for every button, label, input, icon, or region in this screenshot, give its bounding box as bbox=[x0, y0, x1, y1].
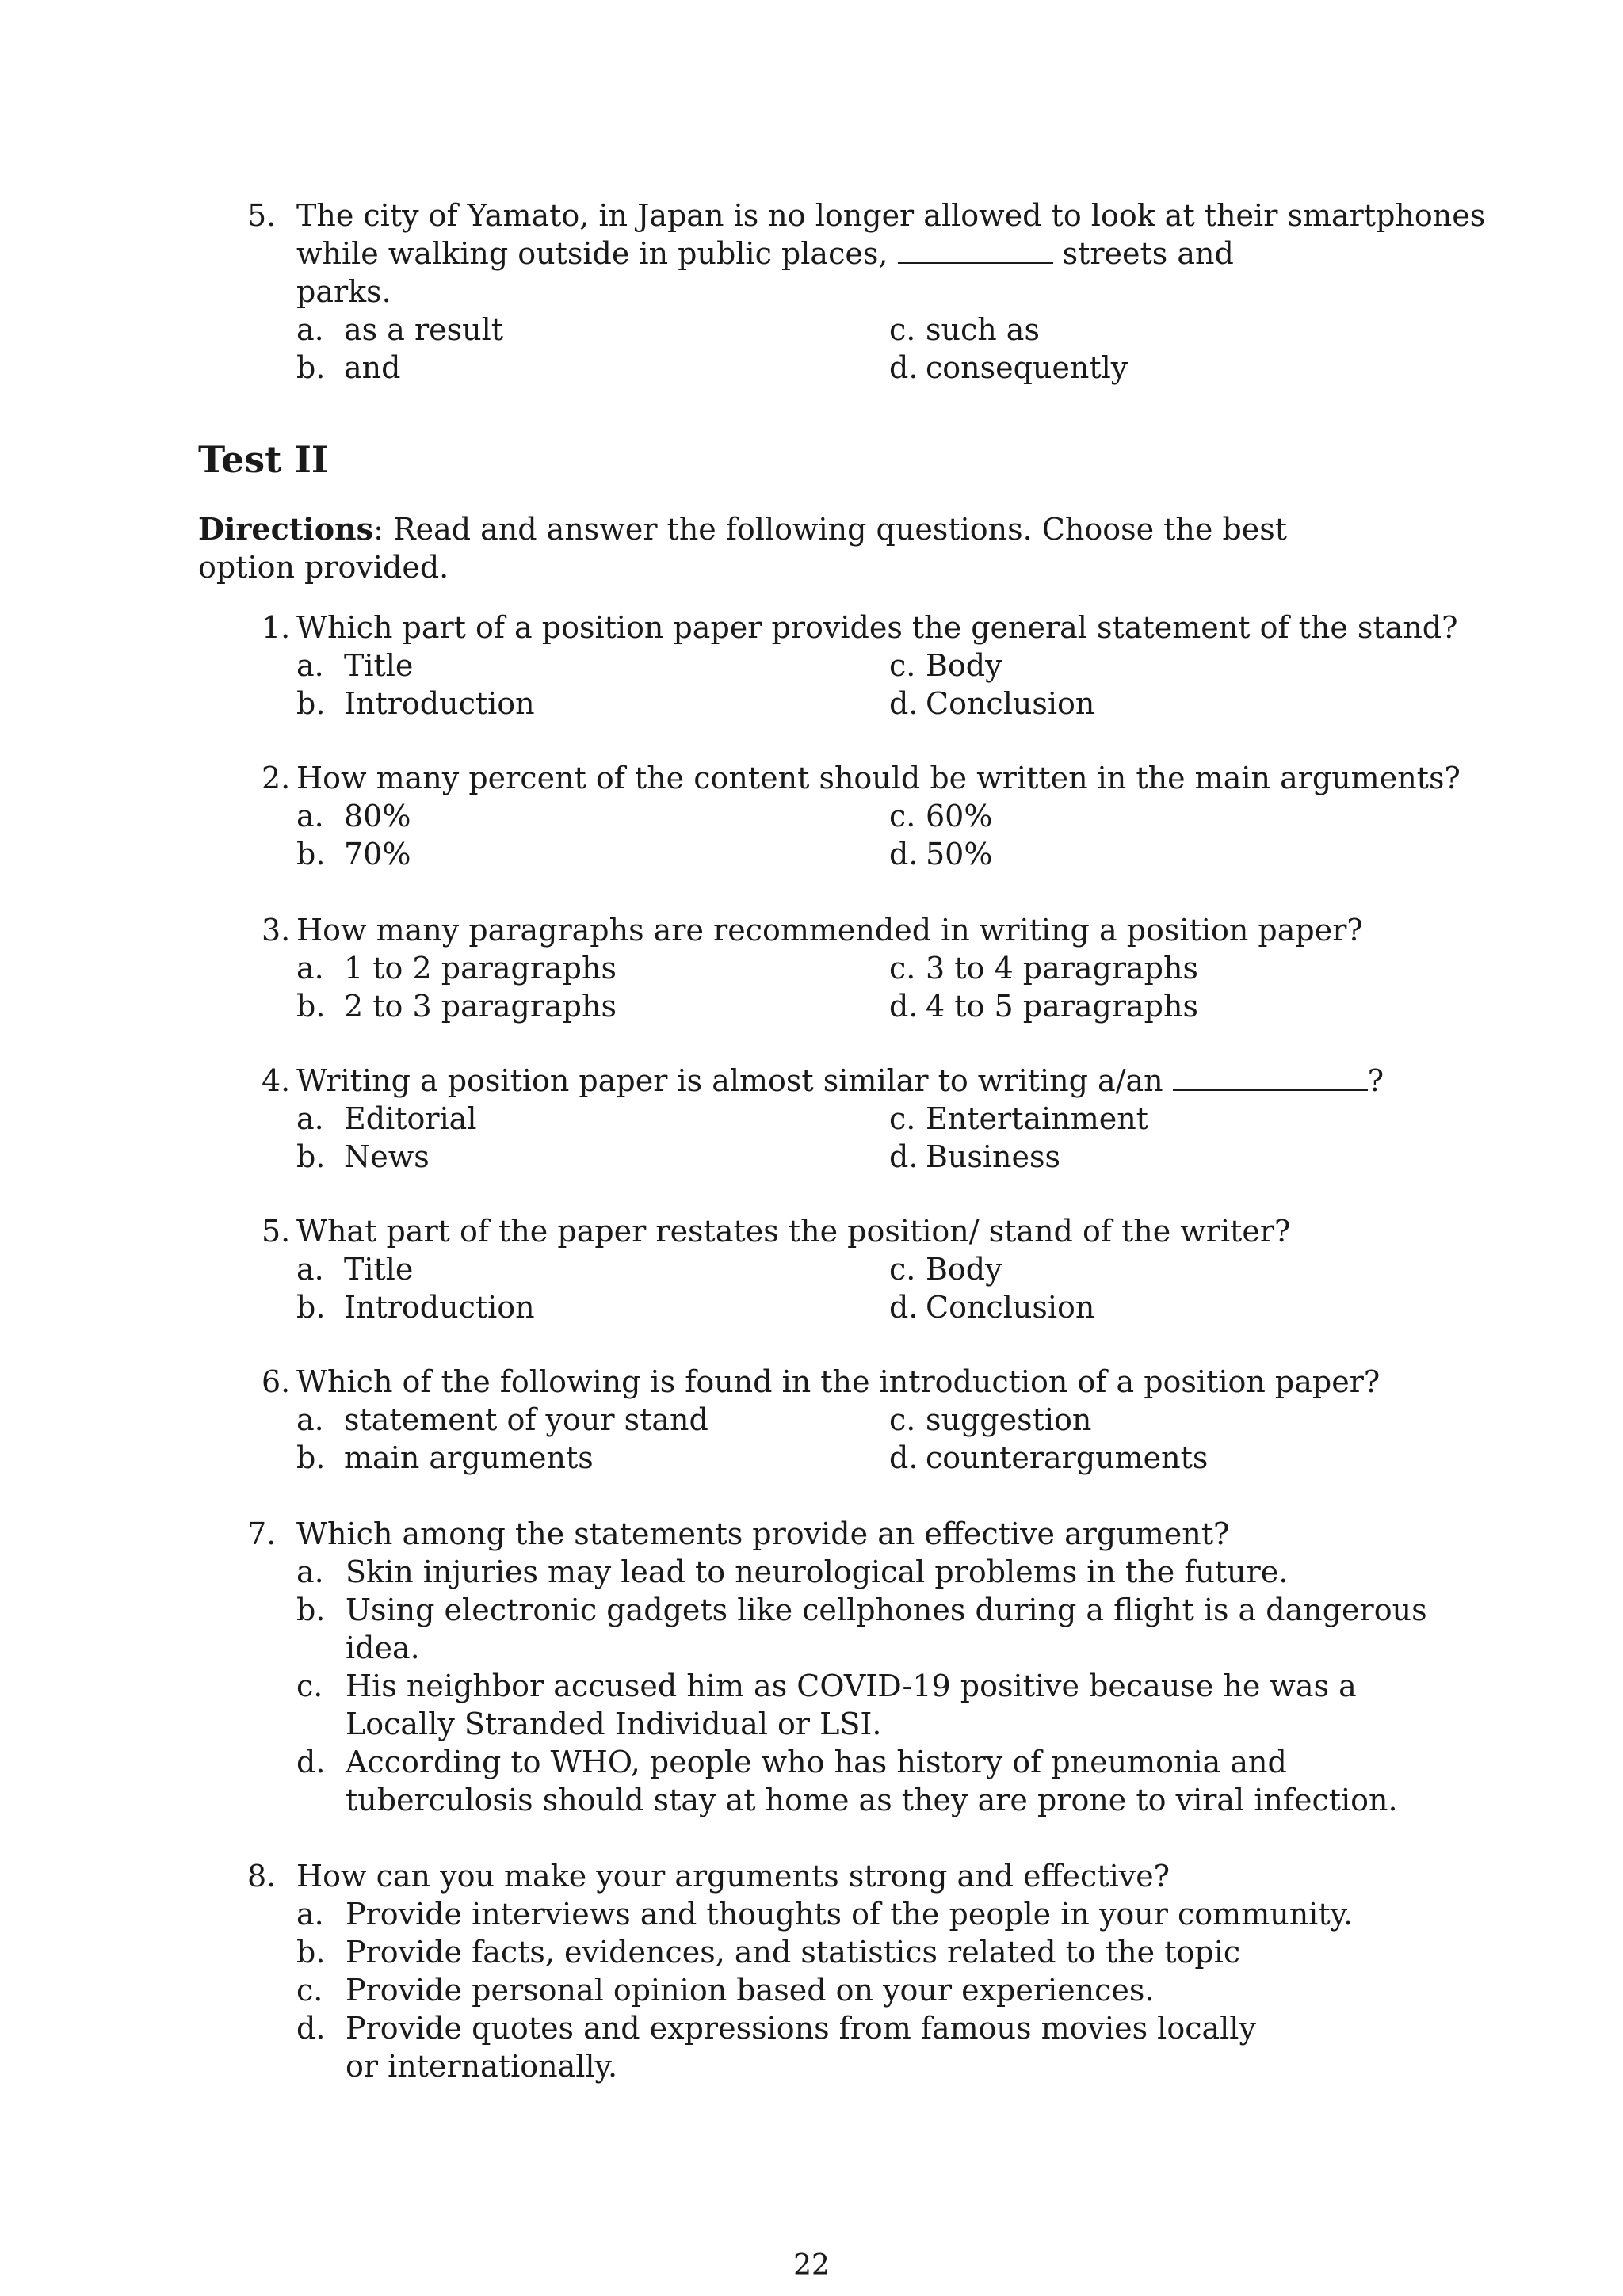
option-letter: c. bbox=[889, 1252, 916, 1287]
question-text: How can you make your arguments strong and effective? bbox=[296, 1859, 1170, 1894]
option-letter: a. bbox=[296, 312, 324, 347]
option-letter: a. bbox=[296, 1252, 324, 1287]
option-letter: b. bbox=[296, 1592, 326, 1627]
option-text: Using electronic gadgets like cellphones during a flight is a dangerous bbox=[346, 1592, 1427, 1627]
option-text: Title bbox=[344, 1252, 414, 1287]
option-text: Provide interviews and thoughts of the people in your community. bbox=[346, 1897, 1354, 1932]
question-text: The city of Yamato, in Japan is no longer allowed to look at their smartphones bbox=[296, 198, 1486, 233]
answer-blank bbox=[1173, 1062, 1368, 1091]
option-text: Body bbox=[926, 648, 1002, 683]
question-number: 4. bbox=[262, 1063, 291, 1098]
option-letter: c. bbox=[296, 1973, 323, 2008]
option-letter: d. bbox=[889, 350, 918, 385]
question-number: 6. bbox=[262, 1364, 291, 1399]
directions-label: Directions bbox=[198, 511, 374, 547]
option-text: Locally Stranded Individual or LSI. bbox=[346, 1707, 882, 1741]
option-text: 1 to 2 paragraphs bbox=[344, 951, 617, 986]
option-letter: c. bbox=[889, 951, 916, 986]
directions bbox=[198, 510, 1466, 586]
question-number: 7. bbox=[247, 1516, 277, 1551]
option-letter: c. bbox=[889, 799, 916, 833]
page-number: 22 bbox=[793, 2249, 830, 2282]
option-letter: a. bbox=[296, 648, 324, 683]
option-text: Title bbox=[344, 648, 414, 683]
question-number: 1. bbox=[262, 610, 291, 645]
option-letter: a. bbox=[296, 1897, 324, 1932]
question-number: 5. bbox=[262, 1214, 291, 1249]
option-letter: b. bbox=[296, 686, 326, 721]
answer-blank bbox=[898, 235, 1053, 264]
option-text: 2 to 3 paragraphs bbox=[344, 989, 617, 1024]
option-text: main arguments bbox=[344, 1440, 594, 1475]
option-text: 50% bbox=[926, 837, 993, 871]
question-text: Which among the statements provide an effective argument? bbox=[296, 1516, 1230, 1551]
question-text: How many percent of the content should be written in the main arguments? bbox=[296, 761, 1461, 795]
option-letter: b. bbox=[296, 1290, 326, 1325]
section-heading: Test II bbox=[198, 438, 329, 481]
option-text: idea. bbox=[346, 1630, 420, 1665]
option-text: Editorial bbox=[344, 1101, 477, 1136]
option-letter: d. bbox=[889, 837, 918, 871]
option-text: News bbox=[344, 1139, 430, 1174]
option-text: consequently bbox=[926, 350, 1128, 385]
option-text: 3 to 4 paragraphs bbox=[926, 951, 1198, 986]
option-text: as a result bbox=[344, 312, 504, 347]
option-letter: a. bbox=[296, 1554, 324, 1589]
option-letter: b. bbox=[296, 350, 326, 385]
option-letter: c. bbox=[889, 312, 916, 347]
option-text: Skin injuries may lead to neurological problems in the future. bbox=[346, 1554, 1289, 1589]
option-letter: a. bbox=[296, 1101, 324, 1136]
option-text: Business bbox=[926, 1139, 1061, 1174]
option-text: His neighbor accused him as COVID-19 positive because he was a bbox=[346, 1669, 1357, 1703]
directions-text: option provided. bbox=[198, 550, 449, 585]
option-text: 4 to 5 paragraphs bbox=[926, 989, 1198, 1024]
option-letter: a. bbox=[296, 1402, 324, 1437]
question-text: while walking outside in public places, streets and bbox=[296, 236, 1234, 271]
question-text: parks. bbox=[296, 274, 391, 309]
option-text: Body bbox=[926, 1252, 1002, 1287]
option-text: statement of your stand bbox=[344, 1402, 708, 1437]
option-text: Provide facts, evidences, and statistics related to the topic bbox=[346, 1935, 1241, 1970]
option-text: such as bbox=[926, 312, 1040, 347]
option-letter: d. bbox=[889, 1290, 918, 1325]
option-text: suggestion bbox=[926, 1402, 1092, 1437]
option-text: Provide quotes and expressions from famous movies locally bbox=[346, 2011, 1256, 2046]
option-letter: c. bbox=[889, 1402, 916, 1437]
question-text: Which part of a position paper provides the general statement of the stand? bbox=[296, 610, 1458, 645]
option-text: Introduction bbox=[344, 1290, 535, 1325]
option-letter: d. bbox=[296, 1745, 326, 1779]
question-text: Writing a position paper is almost similar to writing a/an ? bbox=[296, 1063, 1384, 1098]
question-number: 5. bbox=[247, 198, 277, 233]
option-letter: a. bbox=[296, 951, 324, 986]
option-letter: d. bbox=[889, 1139, 918, 1174]
option-letter: b. bbox=[296, 1935, 326, 1970]
question-number: 3. bbox=[262, 913, 291, 948]
option-text: 60% bbox=[926, 799, 993, 833]
option-text: Conclusion bbox=[926, 686, 1095, 721]
option-text: 70% bbox=[344, 837, 411, 871]
option-letter: b. bbox=[296, 837, 326, 871]
option-letter: b. bbox=[296, 1139, 326, 1174]
question-text: What part of the paper restates the position/ stand of the writer? bbox=[296, 1214, 1291, 1249]
option-letter: b. bbox=[296, 1440, 326, 1475]
question-text: Which of the following is found in the introduction of a position paper? bbox=[296, 1364, 1381, 1399]
option-text: or internationally. bbox=[346, 2049, 618, 2084]
question-number: 8. bbox=[247, 1859, 277, 1894]
option-letter: d. bbox=[889, 989, 918, 1024]
option-letter: c. bbox=[889, 648, 916, 683]
option-text: Introduction bbox=[344, 686, 535, 721]
option-letter: c. bbox=[296, 1669, 323, 1703]
question-text: How many paragraphs are recommended in writing a position paper? bbox=[296, 913, 1363, 948]
option-letter: c. bbox=[889, 1101, 916, 1136]
option-text: Entertainment bbox=[926, 1101, 1148, 1136]
option-letter: d. bbox=[889, 1440, 918, 1475]
option-text: Conclusion bbox=[926, 1290, 1095, 1325]
question-number: 2. bbox=[262, 761, 291, 795]
option-letter: d. bbox=[296, 2011, 326, 2046]
option-letter: a. bbox=[296, 799, 324, 833]
option-text: tuberculosis should stay at home as they are prone to viral infection. bbox=[346, 1783, 1398, 1817]
option-text: According to WHO, people who has history of pneumonia and bbox=[346, 1745, 1287, 1779]
option-letter: b. bbox=[296, 989, 326, 1024]
option-letter: d. bbox=[889, 686, 918, 721]
directions-text: : Read and answer the following questions. Choose the best bbox=[373, 512, 1288, 547]
option-text: and bbox=[344, 350, 401, 385]
option-text: counterarguments bbox=[926, 1440, 1209, 1475]
option-text: Provide personal opinion based on your experiences. bbox=[346, 1973, 1155, 2008]
option-text: 80% bbox=[344, 799, 411, 833]
